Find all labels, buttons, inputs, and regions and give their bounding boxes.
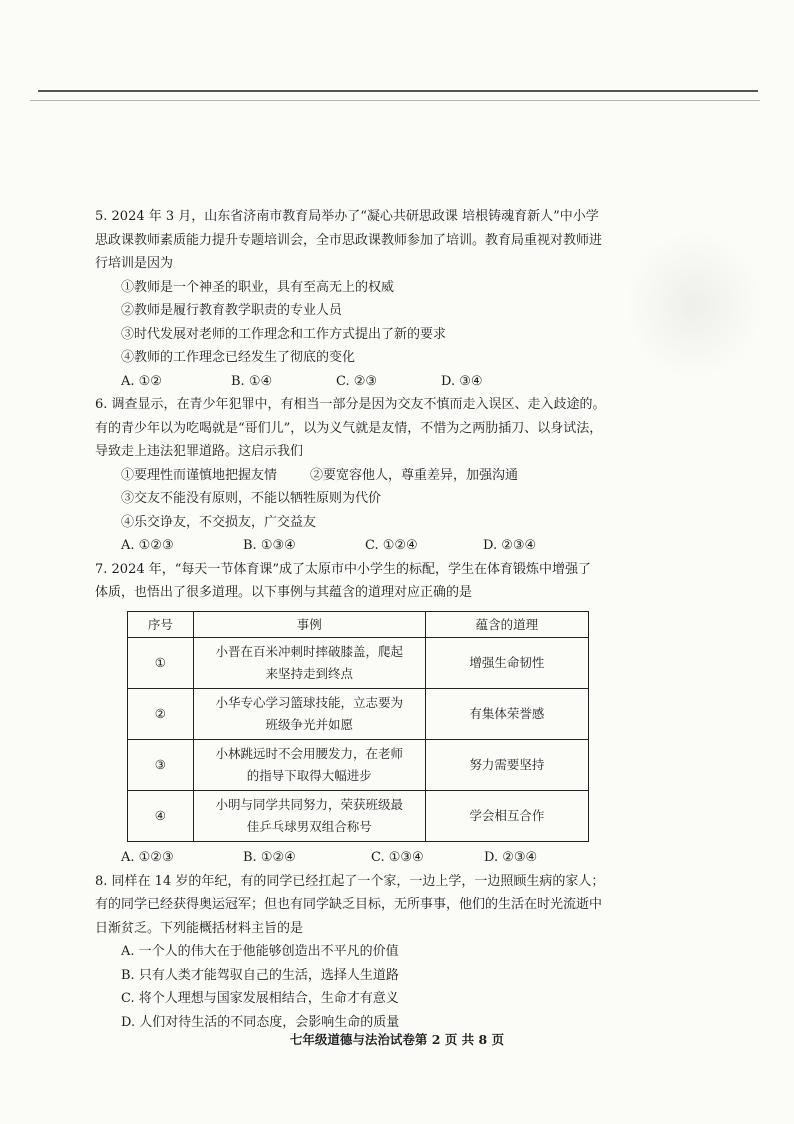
table-row bbox=[128, 638, 589, 689]
example-line-2: 来坚持走到终点 bbox=[265, 666, 353, 681]
header-rule-faint bbox=[30, 100, 760, 101]
header-rule bbox=[38, 90, 758, 92]
row-reason: 学会相互合作 bbox=[425, 791, 588, 842]
question-5-line-2: 思政课教师素质能力提升专题培训会，全市思政课教师参加了培训。教育局重视对教师进 bbox=[95, 232, 603, 248]
row-number: ③ bbox=[128, 740, 194, 791]
table-row bbox=[128, 791, 589, 842]
row-number: ④ bbox=[128, 791, 194, 842]
header-number: 序号 bbox=[128, 611, 194, 638]
choice-b: B. ①④ bbox=[231, 373, 273, 389]
question-5-statement-1: ①教师是一个神圣的职业，具有至高无上的权威 bbox=[121, 279, 395, 295]
question-8 bbox=[95, 870, 655, 1035]
question-6-statement-1-2: ①要理性而谨慎地把握友情 ②要宽容他人，尊重差异，加强沟通 bbox=[121, 467, 519, 483]
question-5 bbox=[95, 205, 655, 393]
question-5-line-3: 行培训是因为 bbox=[95, 256, 174, 271]
example-line-2: 佳乒乓球男双组合称号 bbox=[246, 819, 372, 834]
choice-b: B. ①③④ bbox=[243, 538, 296, 553]
example-line-2: 的指导下取得大幅进步 bbox=[246, 768, 372, 783]
question-8-line-1: 8. 同样在 14 岁的年纪，有的同学已经扛起了一个家，一边上学，一边照顾生病的家人； bbox=[95, 873, 605, 889]
row-reason: 努力需要坚持 bbox=[425, 740, 588, 791]
question-6-line-2: 有的青少年以为吃喝就是“哥们儿”，以为义气就是友情，不惜为之两肋插刀、以身试法， bbox=[95, 420, 603, 436]
row-example bbox=[193, 791, 425, 842]
example-line-1: 小明与同学共同努力，荣获班级最 bbox=[215, 797, 403, 812]
choice-a: A. ①② bbox=[121, 373, 162, 389]
question-8-choice-c: C. 将个人理想与国家发展相结合，生命才有意义 bbox=[121, 991, 399, 1006]
table-header-row bbox=[128, 611, 589, 638]
exam-content bbox=[95, 205, 655, 1034]
choice-b: B. ①②④ bbox=[243, 850, 296, 865]
example-line-1: 小晋在百米冲刺时摔破膝盖，爬起 bbox=[215, 644, 403, 659]
example-line-1: 小华专心学习篮球技能，立志要为 bbox=[215, 695, 403, 710]
question-8-choice-d: D. 人们对待生活的不同态度，会影响生命的质量 bbox=[121, 1014, 400, 1030]
choice-d: D. ②③④ bbox=[483, 538, 537, 553]
row-reason: 增强生命韧性 bbox=[425, 638, 588, 689]
row-example bbox=[193, 689, 425, 740]
example-line-1: 小林跳远时不会用腰发力，在老师 bbox=[215, 746, 403, 761]
question-6-line-3: 导致走上违法犯罪道路。这启示我们 bbox=[95, 444, 304, 459]
question-5-statement-3: ③时代发展对老师的工作理念和工作方式提出了新的要求 bbox=[121, 326, 447, 342]
question-7-choices bbox=[95, 846, 655, 870]
question-6-line-1: 6. 调查显示，在青少年犯罪中，有相当一部分是因为交友不慎而走入误区、走入歧途的。 bbox=[95, 397, 606, 412]
question-5-statement-2: ②教师是履行教育教学职责的专业人员 bbox=[121, 303, 343, 318]
question-6-choices bbox=[95, 534, 655, 558]
row-number: ② bbox=[128, 689, 194, 740]
question-6-statement-3: ③交友不能没有原则，不能以牺牲原则为代价 bbox=[121, 491, 382, 506]
choice-d: D. ③④ bbox=[441, 373, 483, 389]
row-reason: 有集体荣誉感 bbox=[425, 689, 588, 740]
question-7-line-1: 7. 2024 年，“每天一节体育课”成了太原市中小学生的标配，学生在体育锻炼中增强了 bbox=[95, 561, 592, 577]
choice-a: A. ①②③ bbox=[121, 850, 174, 865]
question-7-table bbox=[127, 611, 589, 843]
question-7-line-2: 体质，也悟出了很多道理。以下事例与其蕴含的道理对应正确的是 bbox=[95, 585, 473, 600]
row-number: ① bbox=[128, 638, 194, 689]
example-line-2: 班级争光并如愿 bbox=[265, 717, 353, 732]
question-7 bbox=[95, 558, 655, 870]
question-5-statement-4: ④教师的工作理念已经发生了彻底的变化 bbox=[121, 350, 356, 365]
choice-c: C. ①②④ bbox=[365, 538, 418, 553]
header-example: 事例 bbox=[193, 611, 425, 638]
table-row bbox=[128, 689, 589, 740]
choice-a: A. ①②③ bbox=[121, 538, 174, 553]
header-reason: 蕴含的道理 bbox=[425, 611, 588, 638]
question-5-choices bbox=[95, 370, 655, 394]
question-6-statement-4: ④乐交诤友，不交损友，广交益友 bbox=[121, 514, 317, 530]
question-8-line-3: 日渐贫乏。下列能概括材料主旨的是 bbox=[95, 920, 304, 936]
choice-d: D. ②③④ bbox=[484, 850, 538, 865]
question-8-choice-b: B. 只有人类才能驾驭自己的生活，选择人生道路 bbox=[121, 967, 399, 983]
row-example bbox=[193, 740, 425, 791]
choice-c: C. ①③④ bbox=[371, 850, 424, 865]
row-example bbox=[193, 638, 425, 689]
question-6 bbox=[95, 393, 655, 558]
choice-c: C. ②③ bbox=[336, 373, 378, 389]
table-row bbox=[128, 740, 589, 791]
page-footer: 七年级道德与法治试卷第 2 页 共 8 页 bbox=[289, 1032, 505, 1047]
question-8-choice-a: A. 一个人的伟大在于他能够创造出不平凡的价值 bbox=[121, 944, 399, 959]
question-8-line-2: 有的同学已经获得奥运冠军；但也有同学缺乏目标，无所事事，他们的生活在时光流逝中 bbox=[95, 897, 603, 912]
question-5-line-1: 5. 2024 年 3 月，山东省济南市教育局举办了“凝心共研思政课 培根铸魂育新人”中小学 bbox=[95, 209, 599, 224]
